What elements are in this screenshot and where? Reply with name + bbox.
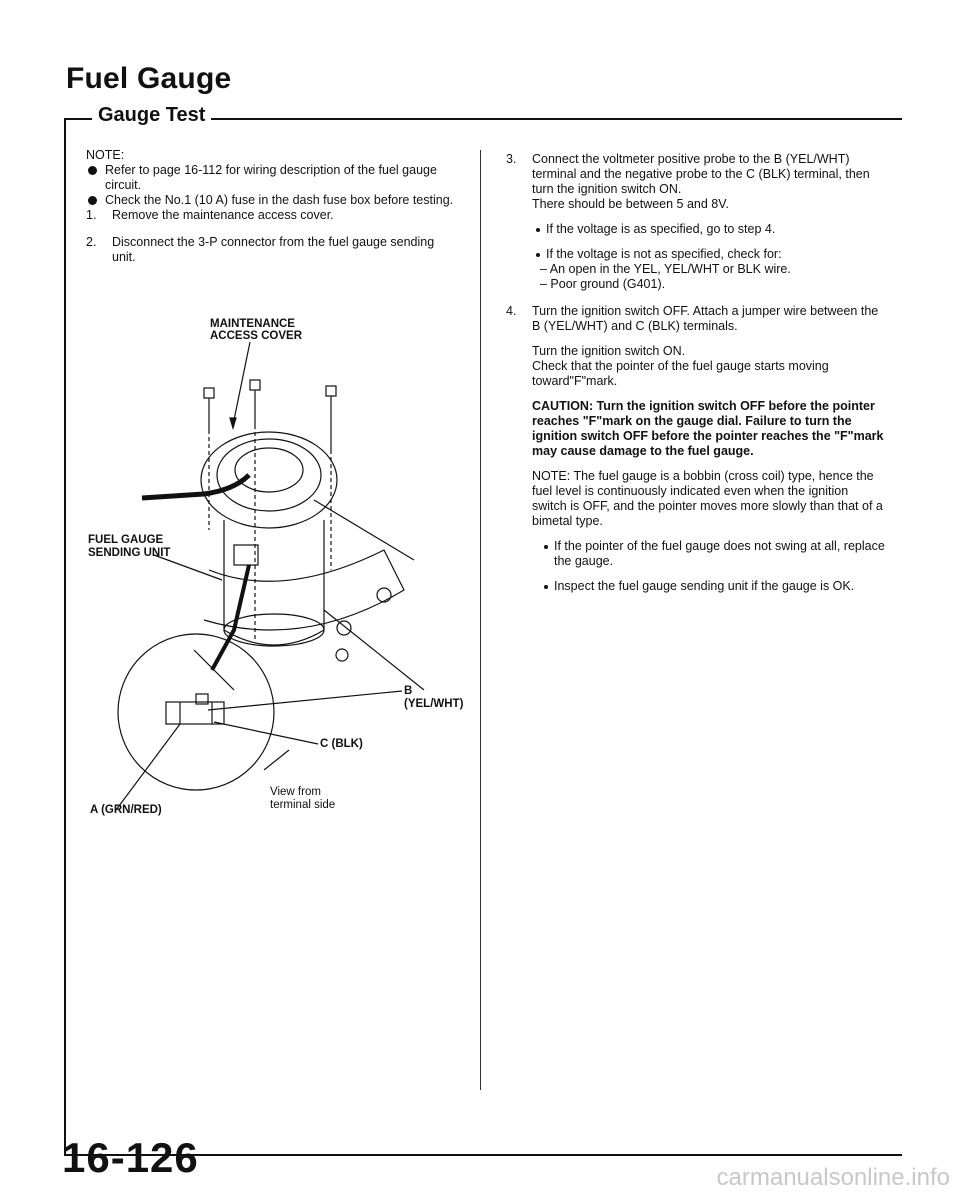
label-cover-line1: MAINTENANCE bbox=[210, 318, 295, 330]
left-column bbox=[86, 148, 458, 265]
result-bullet bbox=[532, 247, 886, 262]
page-title: Fuel Gauge bbox=[66, 62, 232, 95]
result-text: Inspect the fuel gauge sending unit if the gauge is OK. bbox=[554, 579, 855, 593]
label-unit-line1: FUEL GAUGE bbox=[88, 534, 164, 546]
view-note-line1: View from bbox=[270, 786, 321, 798]
note-bullet bbox=[86, 193, 458, 208]
label-unit-line2: SENDING UNIT bbox=[88, 547, 171, 559]
bullet-icon bbox=[88, 196, 97, 205]
result-bullet bbox=[540, 579, 886, 594]
caution-text: CAUTION: Turn the ignition switch OFF before the pointer reaches "F"mark on the gauge dial. Failure to turn the ignition switch OFF before the pointer reaches the "F"mark may cause damage to the fuel gauge. bbox=[532, 399, 884, 458]
result-bullet bbox=[540, 539, 886, 569]
bullet-icon bbox=[544, 585, 548, 589]
result-bullet bbox=[532, 222, 886, 237]
note-label: NOTE: bbox=[86, 148, 125, 162]
screw-icon bbox=[204, 388, 214, 530]
step-number: 1. bbox=[86, 208, 97, 222]
step-4 bbox=[506, 304, 886, 334]
label-terminal-b: B (YEL/WHT) bbox=[404, 685, 464, 710]
note-bullet-text: Refer to page 16-112 for wiring description of the fuel gauge circuit. bbox=[105, 163, 437, 192]
step-text: Turn the ignition switch OFF. Attach a jumper wire between the B (YEL/WHT) and C (BLK) terminals. bbox=[532, 304, 879, 333]
result-text: If the pointer of the fuel gauge does not swing at all, replace the gauge. bbox=[554, 539, 885, 568]
label-cover-line2: ACCESS COVER bbox=[210, 330, 303, 342]
result-text: If the voltage is not as specified, check for: bbox=[546, 247, 782, 261]
note-bullet-text: Check the No.1 (10 A) fuse in the dash fuse box before testing. bbox=[105, 193, 454, 207]
page-number: 16-126 bbox=[62, 1134, 199, 1181]
right-column bbox=[506, 152, 886, 594]
step-number: 2. bbox=[86, 235, 97, 249]
bullet-icon bbox=[536, 228, 540, 232]
step-text: Check that the pointer of the fuel gauge starts moving toward"F"mark. bbox=[532, 359, 829, 388]
bullet-icon bbox=[544, 545, 548, 549]
step-text: Turn the ignition switch ON. bbox=[532, 344, 686, 358]
section-title: Gauge Test bbox=[92, 104, 211, 127]
step-1 bbox=[86, 208, 458, 223]
bullet-icon bbox=[536, 253, 540, 257]
sending-unit-illustration bbox=[84, 310, 464, 830]
view-note-line2: terminal side bbox=[270, 799, 336, 811]
result-text: If the voltage is as specified, go to step 4. bbox=[546, 222, 776, 236]
step-text: Disconnect the 3-P connector from the fuel gauge sending unit. bbox=[112, 235, 435, 264]
step-text: Connect the voltmeter positive probe to the B (YEL/WHT) terminal and the negative probe to the C (BLK) terminal, then turn the ignition switch ON. bbox=[532, 152, 870, 196]
step-3 bbox=[506, 152, 886, 197]
note-text: NOTE: The fuel gauge is a bobbin (cross coil) type, hence the fuel level is continuously indicated even when the ignition switch is OFF, and the pointer moves more slowly than that of a bimetal type. bbox=[532, 469, 883, 528]
step-number: 4. bbox=[506, 304, 517, 318]
bullet-icon bbox=[88, 166, 97, 175]
column-divider bbox=[480, 150, 481, 1090]
watermark: carmanualsonline.info bbox=[716, 1164, 950, 1191]
step-text: There should be between 5 and 8V. bbox=[532, 197, 729, 211]
screw-icon bbox=[326, 386, 336, 570]
frame-left-rule bbox=[64, 118, 66, 1156]
check-item: – An open in the YEL, YEL/WHT or BLK wire. bbox=[540, 262, 791, 276]
step-text: Remove the maintenance access cover. bbox=[112, 208, 334, 222]
check-item: – Poor ground (G401). bbox=[540, 277, 666, 291]
step-number: 3. bbox=[506, 152, 517, 166]
step-2 bbox=[86, 235, 458, 265]
label-terminal-a: A (GRN/RED) bbox=[90, 804, 162, 816]
label-terminal-c: C (BLK) bbox=[320, 738, 363, 750]
sending-unit-figure bbox=[84, 310, 464, 830]
note-bullet bbox=[86, 163, 458, 193]
